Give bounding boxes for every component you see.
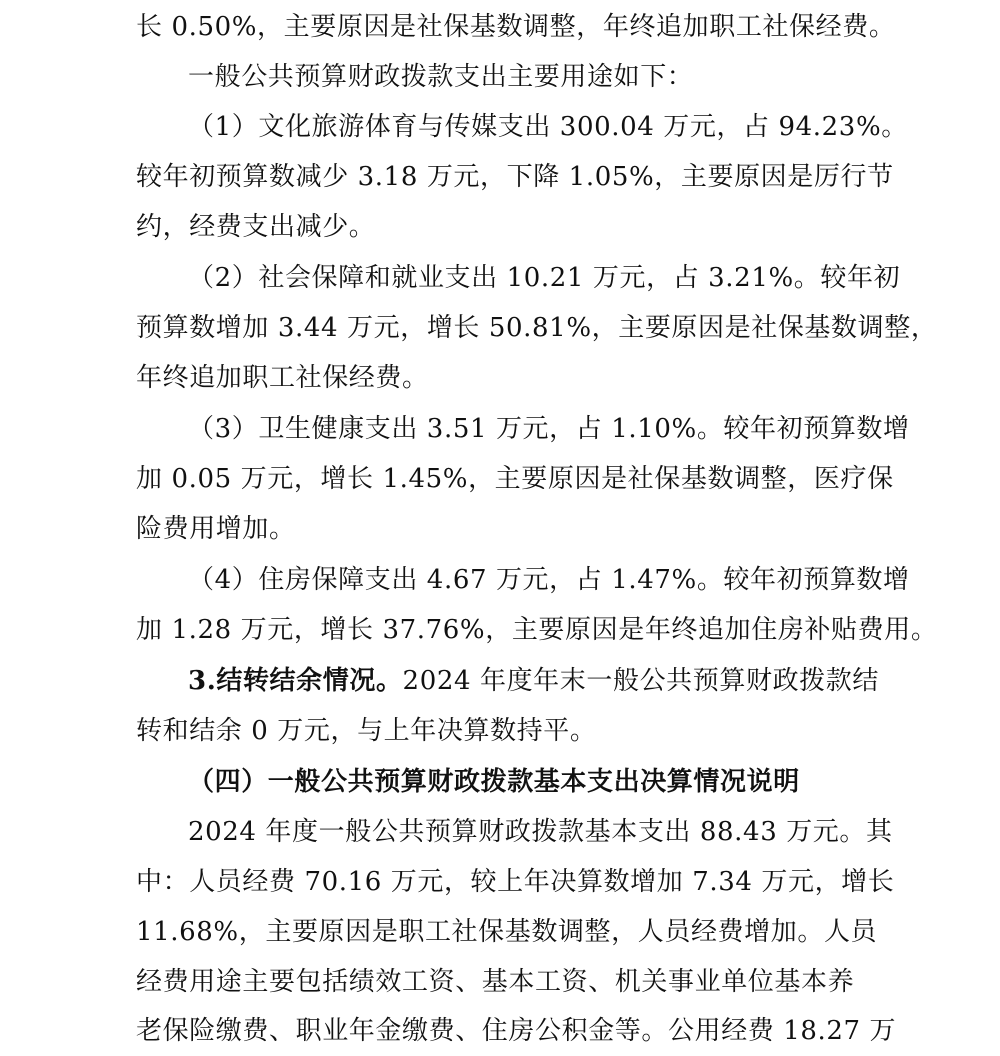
list-item-line: （1）文化旅游体育与传媒支出 300.04 万元，占 94.23%。 — [188, 112, 908, 142]
list-item-line: （2）社会保障和就业支出 10.21 万元，占 3.21%。较年初 — [188, 263, 901, 293]
section-4-heading: （四）一般公共预算财政拨款基本支出决算情况说明 — [188, 767, 800, 797]
paragraph-line: 加 0.05 万元，增长 1.45%，主要原因是社保基数调整，医疗保 — [136, 464, 894, 494]
paragraph-line: 约，经费支出减少。 — [136, 212, 376, 242]
paragraph-line: 加 1.28 万元，增长 37.76%，主要原因是年终追加住房补贴费用。 — [136, 615, 938, 645]
paragraph-line: 中：人员经费 70.16 万元，较上年决算数增加 7.34 万元，增长 — [136, 867, 895, 897]
paragraph-line: 预算数增加 3.44 万元，增长 50.81%，主要原因是社保基数调整， — [136, 313, 938, 343]
paragraph-line: 险费用增加。 — [136, 514, 296, 544]
paragraph-line: 2024 年度一般公共预算财政拨款基本支出 88.43 万元。其 — [188, 817, 893, 847]
paragraph-line: 转和结余 0 万元，与上年决算数持平。 — [136, 716, 597, 746]
paragraph-line: 长 0.50%，主要原因是社保基数调整，年终追加职工社保经费。 — [136, 12, 896, 42]
paragraph-line: 老保险缴费、职业年金缴费、住房公积金等。公用经费 18.27 万 — [136, 1016, 897, 1046]
list-item-line: （4）住房保障支出 4.67 万元，占 1.47%。较年初预算数增 — [188, 565, 910, 595]
paragraph-line: 一般公共预算财政拨款支出主要用途如下： — [188, 62, 694, 92]
section-3-text: 2024 年度年末一般公共预算财政拨款结 — [402, 666, 879, 696]
section-3-heading: 3.结转结余情况。 — [188, 666, 403, 696]
list-item-line: （3）卫生健康支出 3.51 万元，占 1.10%。较年初预算数增 — [188, 414, 910, 444]
section-3-heading-line — [188, 656, 1000, 706]
paragraph-line: 11.68%，主要原因是职工社保基数调整，人员经费增加。人员 — [136, 917, 878, 947]
paragraph-line: 年终追加职工社保经费。 — [136, 363, 429, 393]
paragraph-line: 经费用途主要包括绩效工资、基本工资、机关事业单位基本养 — [136, 967, 855, 997]
paragraph-line: 较年初预算数减少 3.18 万元，下降 1.05%，主要原因是厉行节 — [136, 162, 894, 192]
